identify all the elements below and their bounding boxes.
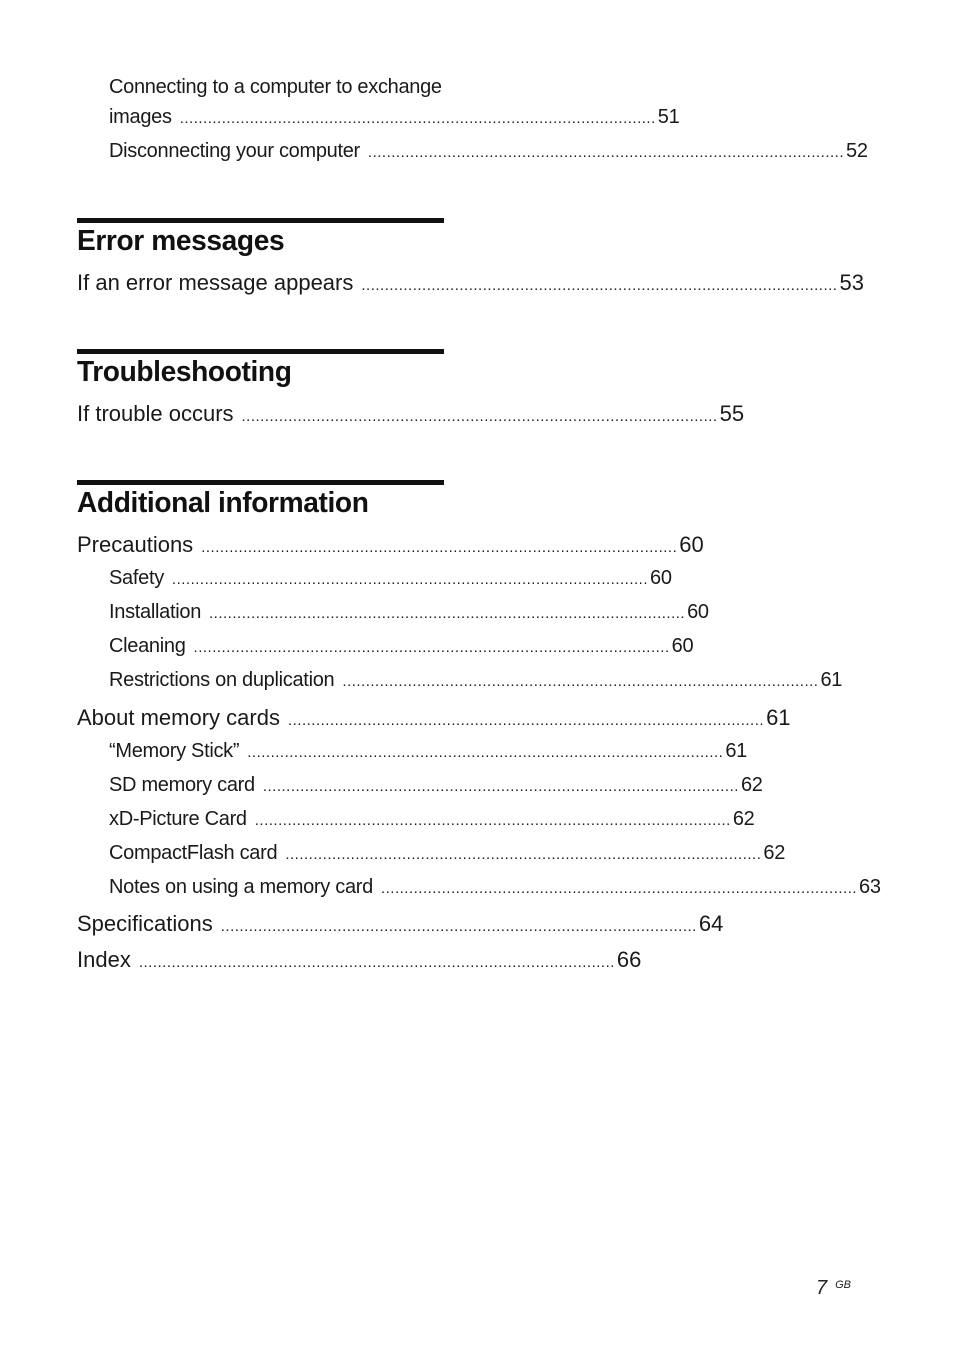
toc-entry-text: If trouble occurs bbox=[77, 401, 234, 426]
dot-leader: ...................................................................................................... bbox=[138, 954, 615, 971]
dot-leader: ...................................................................................................... bbox=[285, 846, 762, 863]
section-heading: Additional information bbox=[77, 487, 369, 519]
toc-entry-memory-stick[interactable] bbox=[109, 740, 747, 763]
page-footer bbox=[816, 1277, 851, 1300]
toc-entry-text: “Memory Stick” bbox=[109, 740, 240, 762]
toc-entry-index[interactable] bbox=[77, 947, 642, 973]
toc-entry-notes-memory-card[interactable] bbox=[109, 876, 881, 899]
toc-entry-text: Restrictions on duplication bbox=[109, 669, 335, 691]
toc-entry-connecting-line1[interactable]: Connecting to a computer to exchange bbox=[109, 76, 442, 98]
dot-leader: ...................................................................................................... bbox=[262, 778, 739, 795]
toc-page-number: 62 bbox=[732, 808, 755, 830]
dot-leader: ...................................................................................................... bbox=[201, 539, 678, 556]
region-code: GB bbox=[835, 1279, 852, 1291]
section-additional-information bbox=[77, 480, 444, 520]
toc-entry-sd-memory-card[interactable] bbox=[109, 774, 763, 797]
toc-entry-disconnecting[interactable] bbox=[109, 140, 868, 163]
dot-leader: ...................................................................................................... bbox=[179, 110, 656, 127]
toc-entry-error-message[interactable] bbox=[77, 270, 864, 296]
toc-page-number: 61 bbox=[725, 740, 747, 762]
toc-entry-text: Disconnecting your computer bbox=[109, 140, 360, 162]
toc-entry-text: Precautions bbox=[77, 532, 194, 557]
toc-page-number: 53 bbox=[839, 270, 864, 295]
toc-entry-about-memory-cards[interactable] bbox=[77, 705, 791, 731]
toc-entry-text: Index bbox=[77, 947, 131, 972]
section-error-messages bbox=[77, 218, 444, 258]
dot-leader: ...................................................................................................... bbox=[380, 880, 858, 897]
toc-entry-text: Notes on using a memory card bbox=[109, 876, 373, 898]
dot-leader: ...................................................................................................... bbox=[171, 571, 648, 588]
toc-page-number: 66 bbox=[616, 947, 642, 972]
dot-leader: ...................................................................................................... bbox=[209, 605, 686, 622]
toc-entry-text: Specifications bbox=[77, 911, 213, 936]
toc-entry-text: Safety bbox=[109, 567, 164, 589]
dot-leader: ...................................................................................................... bbox=[241, 408, 718, 425]
dot-leader: ...................................................................................................... bbox=[193, 639, 670, 656]
toc-entry-text: CompactFlash card bbox=[109, 842, 278, 864]
dot-leader: ...................................................................................................... bbox=[247, 744, 724, 761]
toc-page-number: 60 bbox=[679, 532, 704, 557]
toc-page-number: 52 bbox=[846, 140, 868, 162]
dot-leader: ...................................................................................................... bbox=[254, 812, 731, 829]
toc-entry-cleaning[interactable] bbox=[109, 635, 694, 658]
toc-entry-text: images bbox=[109, 106, 172, 128]
dot-leader: ...................................................................................................... bbox=[287, 712, 765, 729]
toc-entry-xd-picture-card[interactable] bbox=[109, 808, 755, 831]
toc-entry-text: Cleaning bbox=[109, 635, 186, 657]
toc-page-number: 64 bbox=[698, 911, 724, 936]
toc-entry-restrictions[interactable] bbox=[109, 669, 843, 692]
toc-page-number: 63 bbox=[859, 876, 881, 898]
toc-entry-text: About memory cards bbox=[77, 705, 280, 730]
section-heading: Error messages bbox=[77, 225, 285, 257]
section-troubleshooting bbox=[77, 349, 444, 389]
toc-entry-compactflash-card[interactable] bbox=[109, 842, 786, 865]
toc-entry-trouble-occurs[interactable] bbox=[77, 401, 745, 427]
section-heading: Troubleshooting bbox=[77, 356, 292, 388]
toc-page-number: 55 bbox=[719, 401, 745, 426]
dot-leader: ...................................................................................................... bbox=[361, 277, 838, 294]
toc-page-number: 61 bbox=[766, 705, 791, 730]
toc-page-number: 62 bbox=[763, 842, 786, 864]
toc-entry-text: Installation bbox=[109, 601, 202, 623]
toc-entry-text: xD-Picture Card bbox=[109, 808, 247, 830]
toc-page-number: 62 bbox=[740, 774, 763, 796]
dot-leader: ...................................................................................................... bbox=[342, 673, 819, 690]
toc-entry-safety[interactable] bbox=[109, 567, 672, 590]
toc-page-number: 60 bbox=[671, 635, 694, 657]
page-number: 7 bbox=[816, 1277, 828, 1299]
toc-page-number: 60 bbox=[650, 567, 672, 589]
toc-page-number: 51 bbox=[657, 106, 680, 128]
dot-leader: ...................................................................................................... bbox=[367, 144, 845, 161]
toc-entry-text: SD memory card bbox=[109, 774, 255, 796]
toc-entry-text: If an error message appears bbox=[77, 270, 354, 295]
toc-entry-precautions[interactable] bbox=[77, 532, 704, 558]
dot-leader: ...................................................................................................... bbox=[220, 918, 697, 935]
toc-entry-installation[interactable] bbox=[109, 601, 709, 624]
toc-entry-connecting[interactable] bbox=[109, 106, 680, 129]
toc-page-number: 61 bbox=[820, 669, 843, 691]
toc-page-number: 60 bbox=[687, 601, 709, 623]
toc-entry-specifications[interactable] bbox=[77, 911, 724, 937]
